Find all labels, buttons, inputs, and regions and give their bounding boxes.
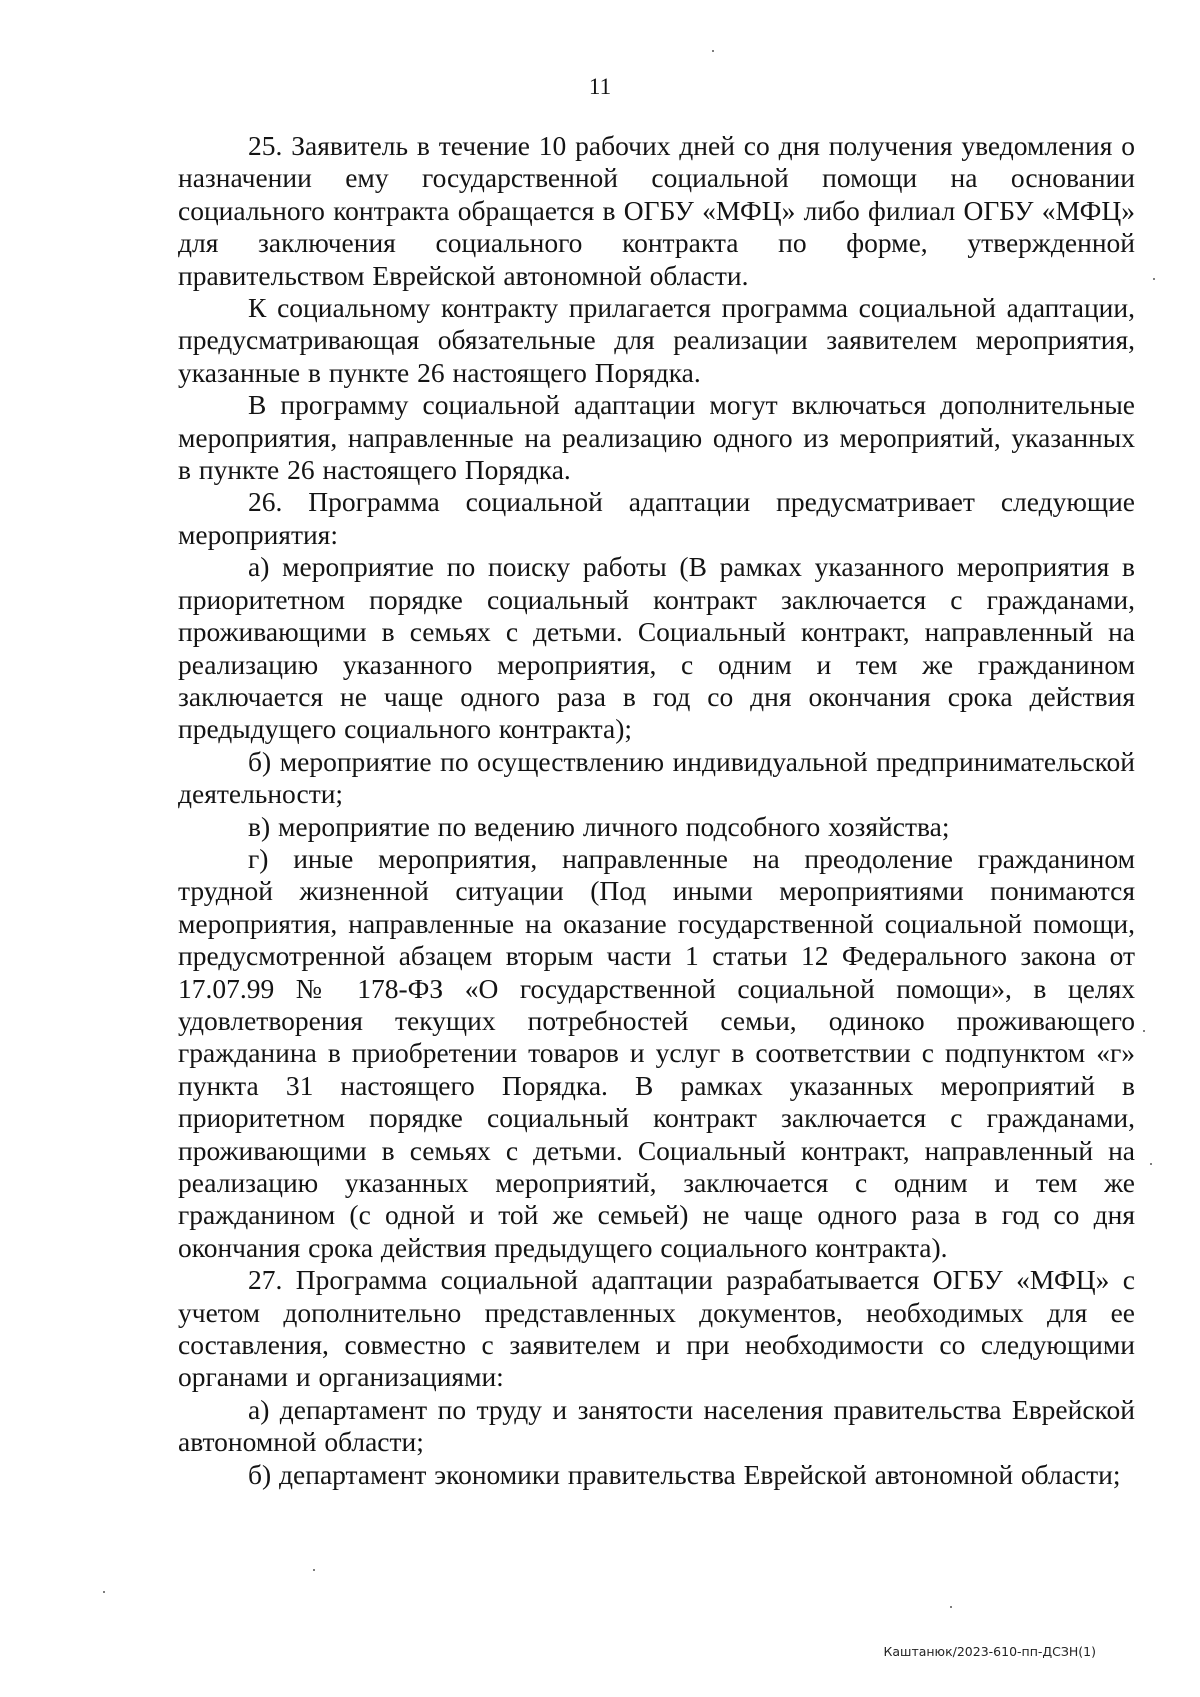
- paragraph-26-item-a: а) мероприятие по поиску работы (В рамках указанного мероприятия в приоритетном порядке социальный контракт заключается с гражданами, проживающими в семьях с детьми. Социальный контракт, направленный на реализацию указанного мероприятия, с одним и тем же гражданином заключается не чаще одного раза в год со дня окончания срока действия предыдущего социального контракта);: [178, 551, 1135, 745]
- paragraph-26: 26. Программа социальной адаптации предусматривает следующие мероприятия:: [178, 486, 1135, 550]
- scan-speck: [950, 1606, 952, 1608]
- scan-speck: [1153, 278, 1155, 280]
- paragraph-26-item-g: г) иные мероприятия, направленные на преодоление гражданином трудной жизненной ситуации (Под иными мероприятиями понимаются мероприятия, направленные на оказание государственной социальной помощи, предусмотренной абзацем вторым части 1 статьи 12 Федерального закона от 17.07.99 № 178-ФЗ «О государственной социальной помощи», в целях удовлетворения текущих потребностей семьи, одиноко проживающего гражданина в приобретении товаров и услуг в соответствии с подпунктом «г» пункта 31 настоящего Порядка. В рамках указанных мероприятий в приоритетном порядке социальный контракт заключается с гражданами, проживающими в семьях с детьми. Социальный контракт, направленный на реализацию указанных мероприятий, заключается с одним и тем же гражданином (с одной и той же семьей) не чаще одного раза в год со дня окончания срока действия предыдущего социального контракта).: [178, 842, 1135, 1263]
- paragraph-27-item-b: б) департамент экономики правительства Еврейской автономной области;: [248, 1458, 1121, 1490]
- scan-speck: [103, 1591, 105, 1593]
- page-number: 11: [588, 74, 612, 99]
- scan-speck: [1150, 1163, 1152, 1165]
- scan-speck: [313, 1569, 315, 1571]
- paragraph-27-item-a: а) департамент по труду и занятости населения правительства Еврейской автономной области;: [178, 1393, 1135, 1458]
- paragraph-26-item-b: б) мероприятие по осуществлению индивидуальной предпринимательской деятельности;: [178, 745, 1135, 810]
- paragraph-25: 25. Заявитель в течение 10 рабочих дней со дня получения уведомления о назначении ему государственной социальной помощи на основании социального контракта обращается в ОГБУ «МФЦ» либо филиал ОГБУ «МФЦ» для заключения социального контракта по форме, утвержденной правительством Еврейской автономной области.: [178, 130, 1135, 291]
- scan-speck: [1143, 1030, 1145, 1032]
- paragraph-25-additional-measures: В программу социальной адаптации могут включаться дополнительные мероприятия, направленные на реализацию одного из мероприятий, указанных в пункте 26 настоящего Порядка.: [178, 389, 1135, 486]
- document-body: [178, 130, 1135, 1491]
- document-reference-footer: Каштанюк/2023-610-пп-ДСЗН(1): [883, 1644, 1096, 1659]
- scan-speck: [712, 50, 714, 52]
- paragraph-25-contract-attachment: К социальному контракту прилагается программа социальной адаптации, предусматривающая обязательные для реализации заявителем мероприятия, указанные в пункте 26 настоящего Порядка.: [178, 292, 1135, 388]
- paragraph-26-item-v: в) мероприятие по ведению личного подсобного хозяйства;: [248, 810, 950, 842]
- paragraph-27: 27. Программа социальной адаптации разрабатывается ОГБУ «МФЦ» с учетом дополнительно представленных документов, необходимых для ее составления, совместно с заявителем и при необходимости со следующими органами и организациями:: [178, 1264, 1135, 1393]
